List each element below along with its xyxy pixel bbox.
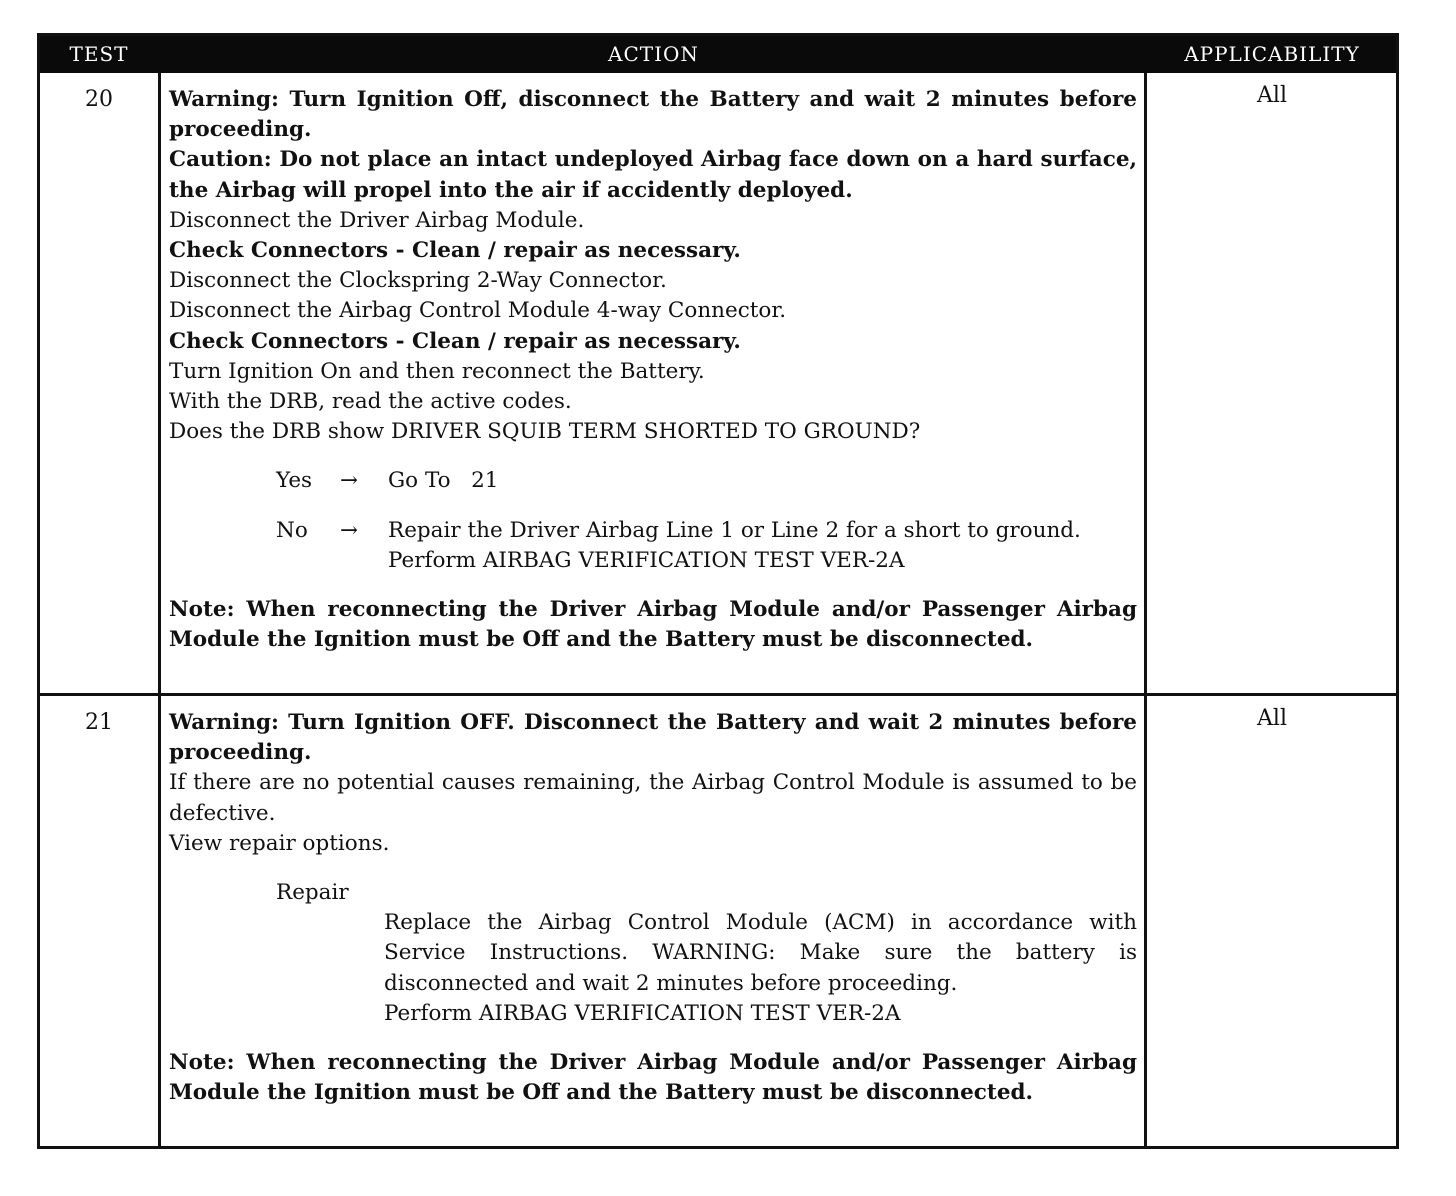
caution-text: Caution: Do not place an intact undeployed Airbag face down on a hard surface, the Airbag will propel into the air if accidently deployed. xyxy=(169,147,1137,203)
table-row-test-20 xyxy=(40,73,1396,693)
applicability-value: All xyxy=(1257,83,1287,108)
no-branch xyxy=(169,516,1137,576)
repair-verify-text: Perform AIRBAG VERIFICATION TEST VER-2A xyxy=(384,1000,901,1026)
no-action xyxy=(388,516,1137,576)
check-text: Check Connectors - Clean / repair as necessary. xyxy=(169,328,741,354)
info-text: View repair options. xyxy=(169,830,390,856)
diagnostic-table xyxy=(37,33,1399,1149)
no-action-repair: Repair the Driver Airbag Line 1 or Line 2 for a short to ground. xyxy=(388,517,1081,543)
header-test: TEST xyxy=(69,42,129,66)
note-text: Note: When reconnecting the Driver Airbag Module and/or Passenger Airbag Module the Ignition must be Off and the Battery must be disconnected. xyxy=(169,1050,1137,1106)
note-text: Note: When reconnecting the Driver Airbag Module and/or Passenger Airbag Module the Ignition must be Off and the Battery must be disconnected. xyxy=(169,597,1137,653)
no-label: No xyxy=(276,517,308,543)
step-text: Turn Ignition On and then reconnect the Battery. xyxy=(169,358,705,384)
step-text: Disconnect the Driver Airbag Module. xyxy=(169,207,585,233)
applicability-value: All xyxy=(1257,706,1287,731)
right-arrow-icon: → xyxy=(340,468,359,494)
no-action-verify: Perform AIRBAG VERIFICATION TEST VER-2A xyxy=(388,547,905,573)
warning-text: Warning: Turn Ignition Off, disconnect the Battery and wait 2 minutes before proceeding. xyxy=(169,87,1137,143)
step-text: Disconnect the Clockspring 2-Way Connector. xyxy=(169,268,667,294)
header-action: ACTION xyxy=(608,42,699,66)
table-row-test-21 xyxy=(40,696,1396,1146)
warning-text: Warning: Turn Ignition OFF. Disconnect the Battery and wait 2 minutes before proceeding. xyxy=(169,710,1137,766)
test-number: 20 xyxy=(85,87,113,112)
test-number: 21 xyxy=(85,710,113,735)
step-text: Disconnect the Airbag Control Module 4-way Connector. xyxy=(169,298,787,324)
header-applicability: APPLICABILITY xyxy=(1184,42,1360,66)
info-text: If there are no potential causes remaining, the Airbag Control Module is assumed to be defective. xyxy=(169,770,1137,826)
action-cell xyxy=(169,708,1137,1108)
repair-text: Replace the Airbag Control Module (ACM) in accordance with Service Instructions. WARNING: Make sure the battery is disconnected and wait 2 minutes before proceeding. xyxy=(384,910,1137,996)
step-text: With the DRB, read the active codes. xyxy=(169,389,572,415)
question-text: Does the DRB show DRIVER SQUIB TERM SHORTED TO GROUND? xyxy=(169,419,921,445)
check-text: Check Connectors - Clean / repair as necessary. xyxy=(169,238,741,264)
yes-label: Yes xyxy=(276,468,313,494)
table-header xyxy=(40,36,1396,73)
action-cell xyxy=(169,85,1137,655)
yes-action: Go To 21 xyxy=(388,468,499,494)
repair-label: Repair xyxy=(276,880,349,906)
yes-branch xyxy=(169,466,1137,496)
right-arrow-icon: → xyxy=(340,517,359,543)
